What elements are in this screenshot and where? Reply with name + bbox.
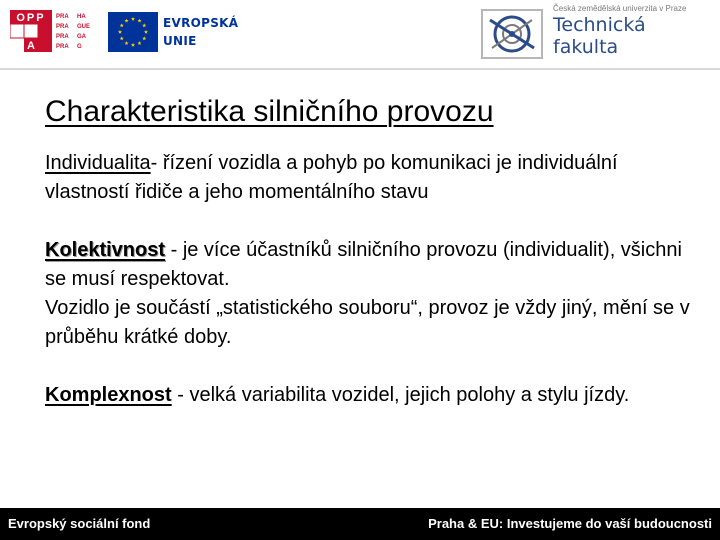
paragraph-individualita (45, 149, 705, 207)
paragraph-text: řízení vozidla a pohyb po komunikaci je individuální vlastností řidiče a jeho momentálního stavu (45, 152, 618, 203)
term-separator: - (150, 152, 163, 174)
paragraph-kolektivnost (45, 236, 705, 352)
slide-title: Charakteristika silničního provozu (45, 95, 494, 128)
praha-grid-row: PRA GA (56, 34, 86, 40)
footer-right-text: Praha & EU: Investujeme do vaší budoucnosti (428, 516, 712, 531)
svg-text:OPP: OPP (16, 12, 46, 24)
footer-left-text: Evropský sociální fond (8, 516, 151, 531)
university-name: Česká zemědělská univerzita v Praze (553, 4, 687, 13)
faculty-name-line1: Technická (553, 14, 646, 36)
faculty-name-line2: fakulta (553, 36, 619, 58)
faculty-emblem-icon (480, 4, 544, 64)
slide-header (0, 0, 720, 70)
eu-flag-icon (108, 12, 158, 52)
svg-text:A: A (27, 40, 35, 52)
praha-logo-grid (56, 12, 98, 52)
praha-grid-row: PRA G (56, 44, 82, 50)
slide-footer (0, 508, 720, 540)
term-individualita: Individualita (45, 152, 151, 174)
paragraph-text-continued: Vozidlo je součástí „statistického souboru“, provoz je vždy jiný, mění se v průběhu krátké doby. (45, 297, 690, 348)
paragraph-text: velká variabilita vozidel, jejich polohy a stylu jízdy. (189, 384, 630, 406)
praha-grid-row: PRA GUE (56, 24, 91, 30)
term-kolektivnost: Kolektivnost (45, 239, 166, 261)
faculty-name (553, 14, 646, 58)
header-divider (0, 68, 720, 70)
term-separator: - (171, 384, 190, 406)
eu-logo-line2: UNIE (163, 34, 197, 48)
term-komplexnost: Komplexnost (45, 384, 172, 406)
eu-logo-text (163, 14, 253, 50)
eu-logo-line1: EVROPSKÁ (163, 16, 239, 30)
paragraph-text: je více účastníků silničního provozu (individualit), všichni se musí respektovat. (45, 239, 682, 290)
term-separator: - (165, 239, 183, 261)
paragraph-komplexnost (45, 381, 705, 410)
oppa-logo (10, 10, 52, 52)
praha-grid-row: PRA HA (56, 14, 86, 20)
